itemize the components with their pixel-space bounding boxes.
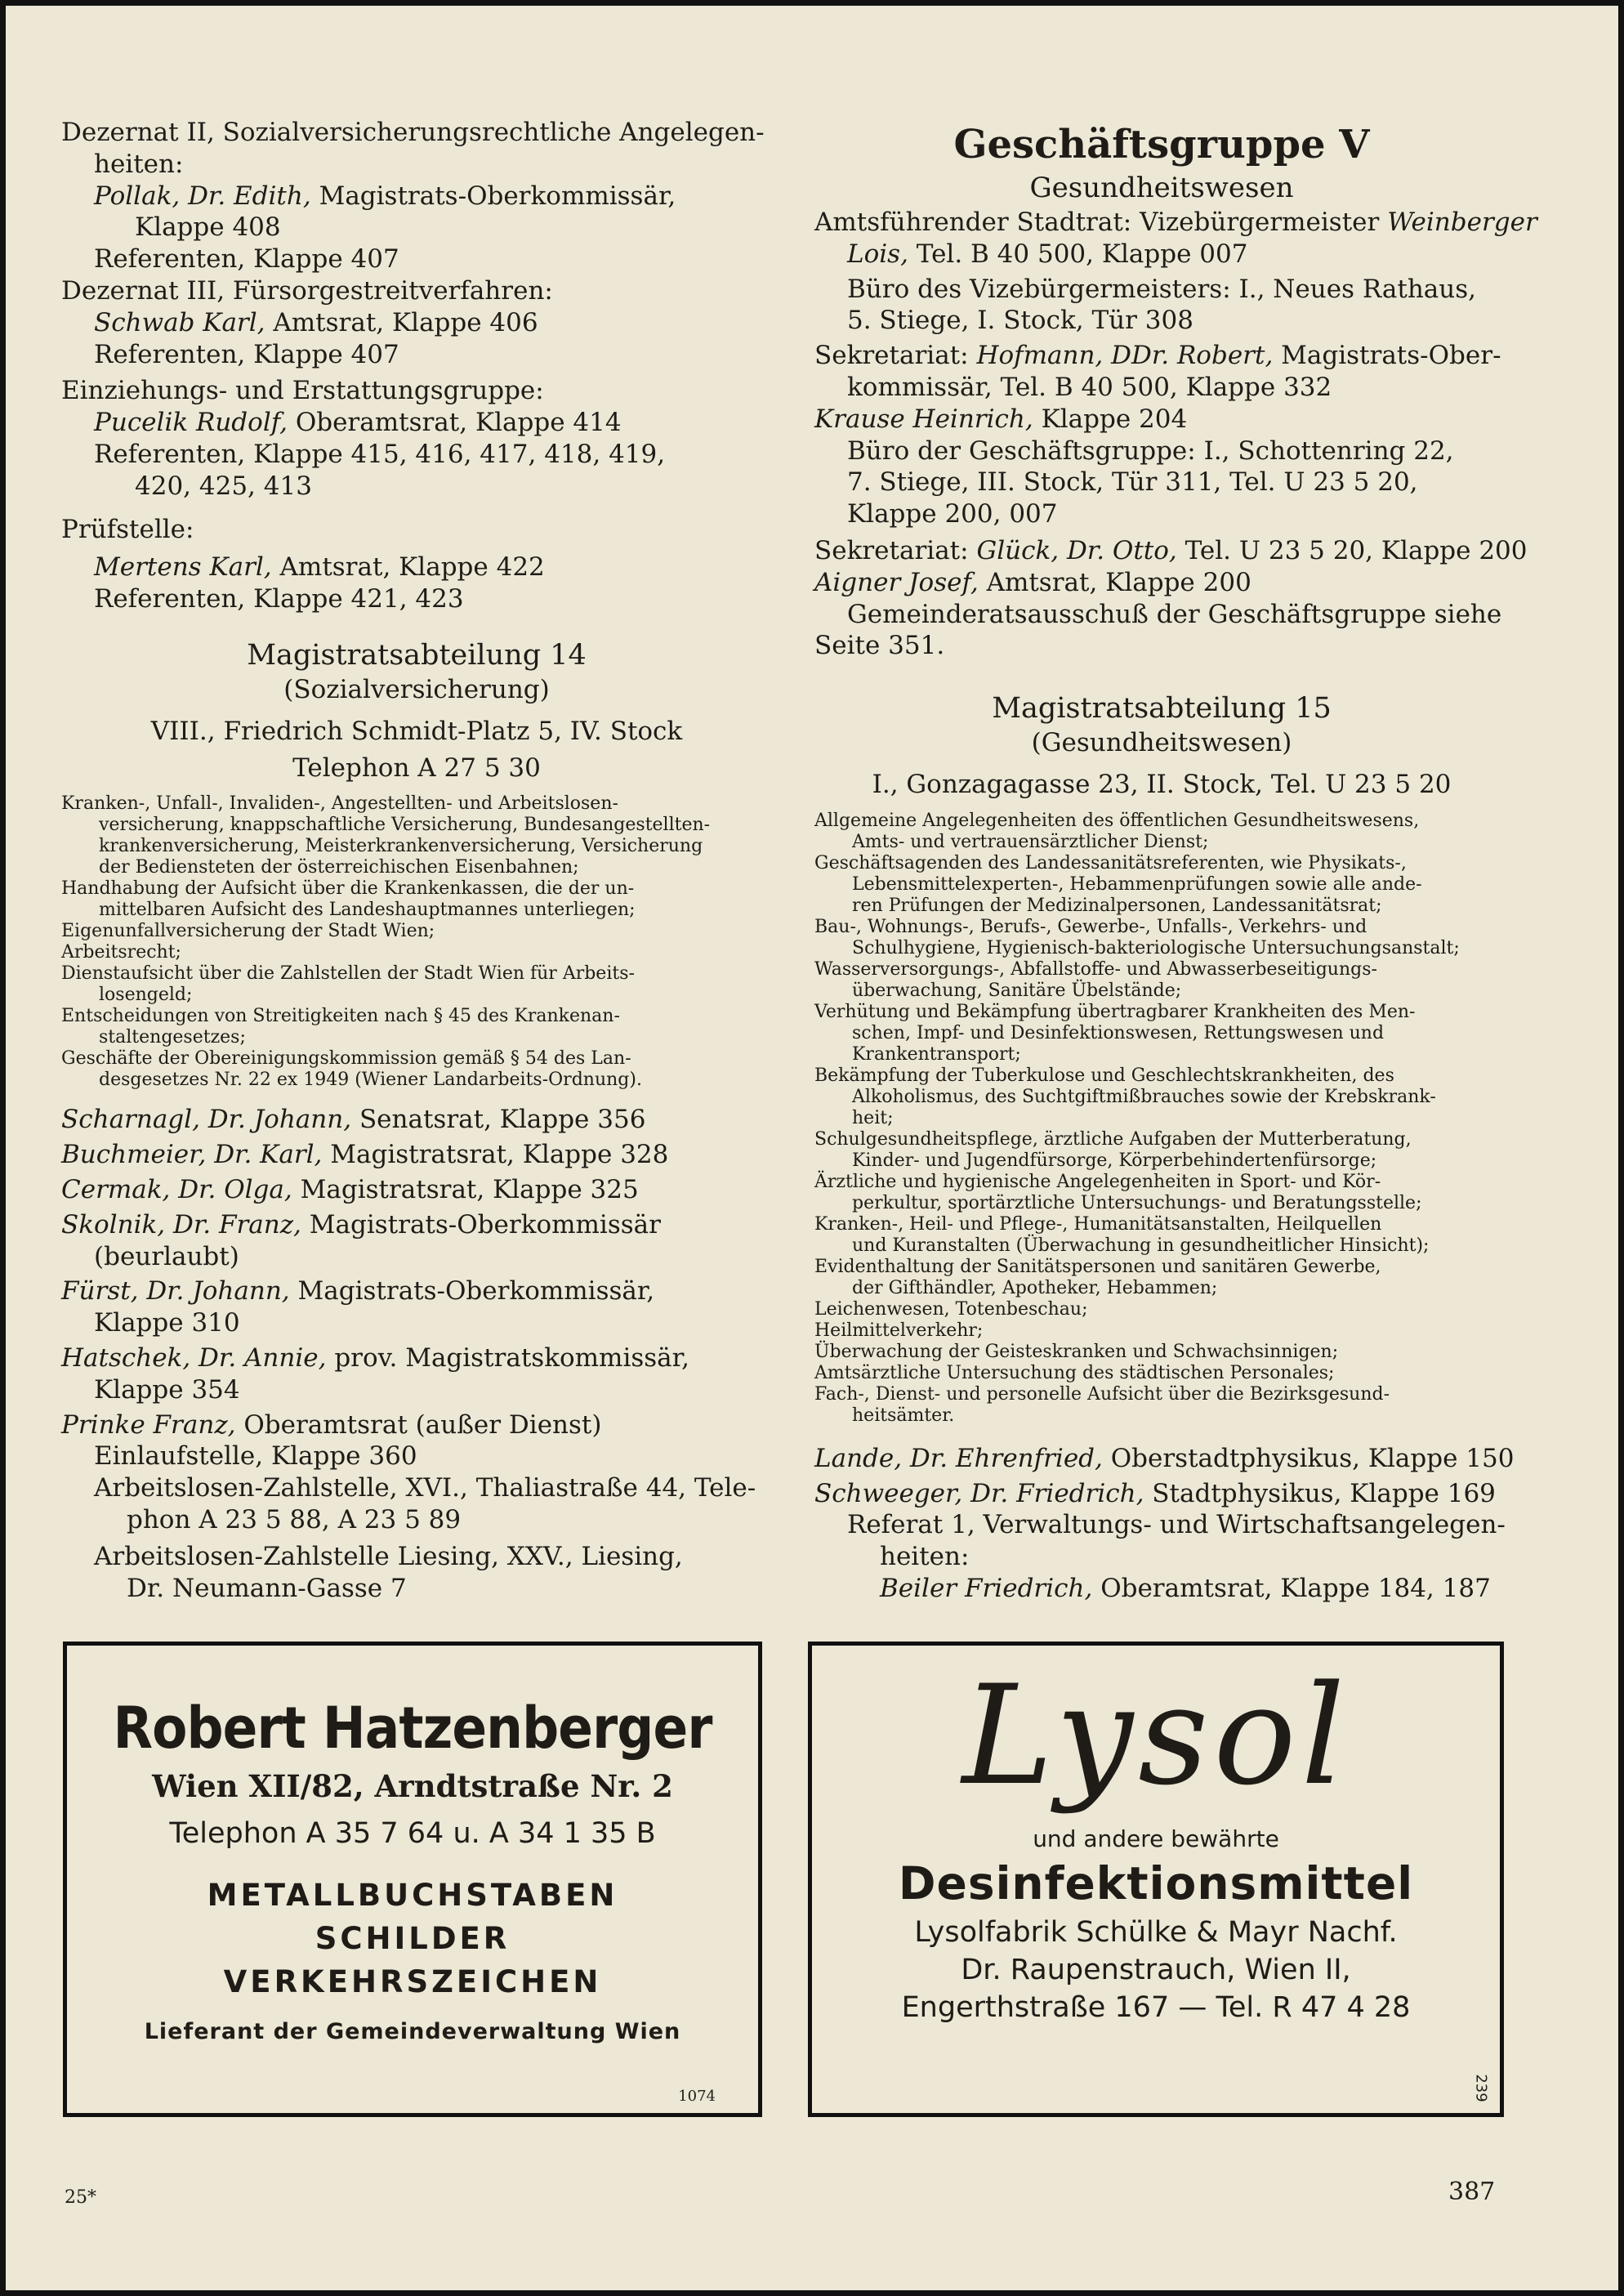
buero-gg-klappe: Klappe 200, 007 — [847, 499, 1058, 529]
duty-line: Evidenthaltung der Sanitätspersonen und sanitären Gewerbe, — [814, 1256, 1381, 1277]
duty-line-cont: perkultur, sportärztliche Untersuchungs- und Beratungsstelle; — [852, 1192, 1422, 1213]
ma15-subtitle: (Gesundheitswesen) — [1031, 728, 1292, 758]
sekretariat-1 — [814, 340, 1509, 372]
page-number: 387 — [1448, 2178, 1496, 2206]
group-title: Geschäftsgruppe V — [953, 122, 1370, 168]
ad-address: Wien XII/82, Arndtstraße Nr. 2 — [152, 1768, 673, 1804]
lysol-ad — [808, 1642, 1504, 2117]
ma15-duties — [814, 811, 1509, 1427]
zahlstelle-liesing: Arbeitslosen-Zahlstelle Liesing, XXV., Liesing, — [94, 1541, 683, 1571]
ma14-duties — [61, 793, 772, 1091]
ma14-address: VIII., Friedrich Schmidt-Platz 5, IV. Stock — [150, 716, 683, 746]
dezernat-3-referenten: Referenten, Klappe 407 — [94, 339, 399, 369]
person-role: Oberamtsrat (außer Dienst) — [243, 1409, 602, 1440]
dezernat-2-heading-cont: heiten: — [94, 149, 184, 179]
duty-line: Entscheidungen von Streitigkeiten nach § 45 des Krankenan- — [61, 1006, 620, 1027]
person-name: Hofmann, DDr. Robert, — [976, 341, 1274, 371]
ma14-title: Magistratsabteilung 14 — [247, 638, 587, 672]
staff-entry-cont: (beurlaubt) — [94, 1241, 239, 1271]
dezernat-3-heading: Dezernat III, Fürsorgestreitverfahren: — [61, 275, 553, 306]
dezernat-2-person — [61, 181, 772, 212]
duty-line-cont: Krankentransport; — [852, 1043, 1021, 1065]
person-name: Aigner Josef, — [814, 567, 979, 597]
ausschuss-ref-cont: Seite 351. — [814, 631, 945, 661]
duty-line: Geschäftsagenden des Landessanitätsreferenten, wie Physikats-, — [814, 852, 1407, 873]
ad-street-tel: Engerthstraße 167 — Tel. R 47 4 28 — [901, 1991, 1411, 2024]
person-name: Weinberger — [1387, 208, 1537, 237]
duty-line-cont: desgesetzes Nr. 22 ex 1949 (Wiener Landarbeits-Ordnung). — [99, 1070, 642, 1091]
duty-line: Geschäfte der Obereinigungskommission gemäß § 54 des Lan- — [61, 1048, 631, 1070]
person-role: Magistrats-Oberkommissär, — [319, 181, 676, 211]
einziehung-referenten: Referenten, Klappe 415, 416, 417, 418, 419, — [94, 439, 666, 469]
duty-line-cont: der Bediensteten der österreichischen Eisenbahnen; — [99, 857, 579, 878]
duty-line: Heilmittelverkehr; — [814, 1320, 984, 1341]
zahlstelle-thalia-phone: phon A 23 5 88, A 23 5 89 — [127, 1504, 462, 1534]
stadtrat-contact: Tel. B 40 500, Klappe 007 — [916, 239, 1248, 269]
referat-1: Referat 1, Verwaltungs- und Wirtschaftsangelegen- — [847, 1510, 1506, 1540]
person-name: Lois, — [847, 239, 908, 269]
person-name: Buchmeier, Dr. Karl, — [61, 1140, 323, 1170]
person-role: Magistratsrat, Klappe 328 — [330, 1140, 669, 1170]
stadtrat-line — [814, 207, 1537, 239]
duty-line: Allgemeine Angelegenheiten des öffentlichen Gesundheitswesens, — [814, 810, 1420, 831]
duty-line-cont: überwachung, Sanitäre Übelstände; — [852, 980, 1182, 1001]
einziehung-referenten-cont: 420, 425, 413 — [135, 471, 312, 501]
duty-line: Kranken-, Unfall-, Invaliden-, Angestellten- und Arbeitslosen- — [61, 793, 618, 815]
person-name: Hatschek, Dr. Annie, — [61, 1342, 327, 1373]
duty-line-cont: losengeld; — [99, 985, 193, 1006]
duty-line: Leichenwesen, Totenbeschau; — [814, 1298, 1088, 1320]
ad-address: Dr. Raupenstrauch, Wien II, — [961, 1954, 1351, 1986]
ad-code: 239 — [1472, 2074, 1490, 2102]
hatzenberger-ad — [63, 1642, 762, 2117]
ad-supplier: Lieferant der Gemeindeverwaltung Wien — [144, 2019, 681, 2044]
zahlstelle-thalia: Arbeitslosen-Zahlstelle, XVI., Thaliastraße 44, Tele- — [94, 1473, 756, 1503]
pruefstelle-person — [61, 552, 772, 583]
staff-entry — [61, 1342, 772, 1374]
krause-entry — [814, 404, 1509, 436]
staff-entry — [61, 1104, 772, 1136]
duty-line-cont: Amts- und vertrauensärztlicher Dienst; — [852, 831, 1209, 852]
ma15-title: Magistratsabteilung 15 — [992, 692, 1332, 726]
lysol-logo: Lysol — [961, 1655, 1350, 1816]
ma14-phone: Telephon A 27 5 30 — [292, 753, 541, 783]
right-column — [814, 120, 1537, 1605]
person-role: Magistrats-Oberkommissär, — [297, 1276, 655, 1307]
dezernat-2-referenten: Referenten, Klappe 407 — [94, 244, 399, 275]
ma14-subtitle: (Sozialversicherung) — [283, 674, 550, 704]
staff-entry — [61, 1174, 772, 1206]
duty-line: Ärztliche und hygienische Angelegenheiten in Sport- und Kör- — [814, 1171, 1381, 1192]
staff-entry-cont: Klappe 354 — [94, 1374, 240, 1405]
ad-line-2: SCHILDER — [315, 1921, 511, 1956]
person-role: Magistrats-Oberkommissär — [309, 1209, 661, 1240]
person-name: Krause Heinrich, — [814, 404, 1033, 434]
duty-line: Überwachung der Geisteskranken und Schwachsinnigen; — [814, 1341, 1339, 1362]
person-name: Lande, Dr. Ehrenfried, — [814, 1443, 1103, 1473]
ad-tagline: und andere bewährte — [1033, 1825, 1279, 1852]
buero-gg: Büro der Geschäftsgruppe: I., Schottenring 22, — [847, 436, 1454, 466]
duty-line: Verhütung und Bekämpfung übertragbarer Krankheiten des Men- — [814, 1001, 1416, 1022]
pruefstelle-referenten: Referenten, Klappe 421, 423 — [94, 584, 464, 614]
person-role: Magistratsrat, Klappe 325 — [300, 1174, 639, 1204]
prinke-entry — [61, 1409, 772, 1441]
person-name: Fürst, Dr. Johann, — [61, 1276, 290, 1307]
duty-line: Fach-, Dienst- und personelle Aufsicht über die Bezirksgesund- — [814, 1383, 1390, 1405]
person-role: Oberamtsrat, Klappe 184, 187 — [1100, 1573, 1491, 1603]
staff-entry-cont: Klappe 310 — [94, 1308, 240, 1338]
aigner-entry — [814, 567, 1509, 599]
person-name: Schweeger, Dr. Friedrich, — [814, 1478, 1144, 1508]
duty-line-cont: heit; — [852, 1107, 894, 1128]
ad-code: 1074 — [678, 2088, 716, 2105]
duty-line: Schulgesundheitspflege, ärztliche Aufgaben der Mutterberatung, — [814, 1128, 1412, 1150]
stadtrat-line-cont — [814, 239, 1509, 270]
duty-line: Kranken-, Heil- und Pflege-, Humanitätsanstalten, Heilquellen — [814, 1213, 1382, 1235]
duty-line-cont: Kinder- und Jugendfürsorge, Körperbehindertenfürsorge; — [852, 1150, 1377, 1171]
ma15-address: I., Gonzagagasse 23, II. Stock, Tel. U 23 5 20 — [872, 769, 1452, 799]
ad-company-name: Robert Hatzenberger — [113, 1695, 712, 1762]
duty-line: Bekämpfung der Tuberkulose und Geschlechtskrankheiten, des — [814, 1065, 1394, 1086]
person-name: Beiler Friedrich, — [880, 1573, 1093, 1603]
duty-line-cont: und Kuranstalten (Überwachung in gesundheitlicher Hinsicht); — [852, 1235, 1430, 1256]
dezernat-2-heading: Dezernat II, Sozialversicherungsrechtliche Angelegen- — [61, 118, 765, 147]
ad-phone: Telephon A 35 7 64 u. A 34 1 35 B — [169, 1817, 656, 1850]
staff-entry — [61, 1275, 772, 1307]
signature-mark: 25* — [65, 2187, 96, 2208]
person-role: Amtsrat, Klappe 406 — [273, 307, 538, 337]
buero-vbgm: Büro des Vizebürgermeisters: I., Neues Rathaus, — [847, 274, 1477, 304]
duty-line-cont: mittelbaren Aufsicht des Landeshauptmannes unterliegen; — [99, 900, 636, 921]
person-role: Stadtphysikus, Klappe 169 — [1152, 1478, 1496, 1508]
left-column — [61, 117, 772, 1604]
stadtrat-label: Amtsführender Stadtrat: Vizebürgermeister — [814, 208, 1380, 237]
ad-line-3: VERKEHRSZEICHEN — [223, 1964, 602, 1999]
person-role: Oberstadtphysikus, Klappe 150 — [1110, 1443, 1515, 1473]
dezernat-3-person — [61, 307, 772, 339]
buero-gg-cont: 7. Stiege, III. Stock, Tür 311, Tel. U 23 5 20, — [847, 467, 1418, 498]
duty-line-cont: Alkoholismus, des Suchtgiftmißbrauches sowie der Krebskrank- — [852, 1086, 1436, 1107]
person-name: Glück, Dr. Otto, — [976, 535, 1177, 565]
ad-line-1: METALLBUCHSTABEN — [207, 1878, 618, 1913]
duty-line-cont: heitsämter. — [852, 1405, 955, 1426]
duty-line-cont: ren Prüfungen der Medizinalpersonen, Landessanitätsrat; — [852, 895, 1382, 916]
staff-entry — [61, 1139, 772, 1171]
duty-line-cont: versicherung, knappschaftliche Versicherung, Bundesangestellten- — [99, 815, 711, 836]
ausschuss-ref: Gemeinderatsausschuß der Geschäftsgruppe siehe — [847, 599, 1502, 629]
person-role: Klappe 204 — [1041, 404, 1188, 434]
ad-maker: Lysolfabrik Schülke & Mayr Nachf. — [914, 1916, 1398, 1949]
sek-label: Sekretariat: — [814, 341, 969, 371]
dezernat-2-klappe: Klappe 408 — [135, 212, 281, 243]
beiler-entry — [814, 1573, 1509, 1605]
duty-line-cont: Lebensmittelexperten-, Hebammenprüfungen sowie alle ande- — [852, 873, 1422, 895]
duty-line: Dienstaufsicht über die Zahlstellen der Stadt Wien für Arbeits- — [61, 963, 635, 985]
lande-entry — [814, 1443, 1515, 1475]
person-role: prov. Magistratskommissär, — [334, 1342, 689, 1373]
duty-line: Handhabung der Aufsicht über die Krankenkassen, die der un- — [61, 878, 635, 900]
einlaufstelle: Einlaufstelle, Klappe 360 — [94, 1441, 417, 1472]
sekretariat-2 — [814, 535, 1528, 567]
person-role: Magistrats-Ober- — [1281, 341, 1501, 371]
referat-1-cont: heiten: — [880, 1542, 970, 1572]
ma14-staff-list — [61, 1104, 772, 1405]
person-role: Amtsrat, Klappe 200 — [986, 567, 1251, 597]
schweeger-entry — [814, 1478, 1509, 1510]
duty-line-cont: staltengesetzes; — [99, 1027, 246, 1048]
einziehung-heading: Einziehungs- und Erstattungsgruppe: — [61, 376, 544, 406]
duty-line: Eigenunfallversicherung der Stadt Wien; — [61, 921, 435, 942]
sekretariat-1-cont: kommissär, Tel. B 40 500, Klappe 332 — [847, 372, 1332, 402]
person-role: Oberamtsrat, Klappe 414 — [295, 408, 622, 438]
person-name: Mertens Karl, — [94, 552, 272, 583]
person-name: Schwab Karl, — [94, 307, 265, 337]
sek-label: Sekretariat: — [814, 535, 969, 565]
duty-line-cont: Schulhygiene, Hygienisch-bakteriologische Untersuchungsanstalt; — [852, 937, 1460, 958]
duty-line-cont: der Gifthändler, Apotheker, Hebammen; — [852, 1277, 1218, 1298]
person-role: Tel. U 23 5 20, Klappe 200 — [1185, 535, 1528, 565]
buero-vbgm-cont: 5. Stiege, I. Stock, Tür 308 — [847, 306, 1193, 336]
person-name: Cermak, Dr. Olga, — [61, 1174, 292, 1204]
person-name: Pollak, Dr. Edith, — [94, 181, 311, 211]
person-name: Prinke Franz, — [61, 1409, 236, 1440]
duty-line: Wasserversorgungs-, Abfallstoffe- und Abwasserbeseitigungs- — [814, 958, 1377, 980]
person-name: Pucelik Rudolf, — [94, 408, 288, 438]
staff-entry — [61, 1209, 772, 1241]
zahlstelle-liesing-address: Dr. Neumann-Gasse 7 — [127, 1573, 407, 1603]
duty-line-cont: schen, Impf- und Desinfektionswesen, Rettungswesen und — [852, 1022, 1385, 1043]
person-name: Skolnik, Dr. Franz, — [61, 1209, 301, 1240]
person-role: Senatsrat, Klappe 356 — [359, 1105, 646, 1135]
duty-line-cont: krankenversicherung, Meisterkrankenversicherung, Versicherung — [99, 836, 703, 857]
duty-line: Bau-, Wohnungs-, Berufs-, Gewerbe-, Unfalls-, Verkehrs- und — [814, 916, 1367, 937]
person-name: Scharnagl, Dr. Johann, — [61, 1105, 352, 1135]
ad-product: Desinfektionsmittel — [898, 1857, 1414, 1910]
duty-line: Amtsärztliche Untersuchung des städtischen Personales; — [814, 1362, 1335, 1383]
pruefstelle-heading: Prüfstelle: — [61, 514, 194, 544]
group-subtitle: Gesundheitswesen — [1029, 172, 1294, 204]
person-role: Amtsrat, Klappe 422 — [279, 552, 545, 583]
einziehung-person — [61, 407, 772, 439]
duty-line: Arbeitsrecht; — [61, 942, 181, 963]
